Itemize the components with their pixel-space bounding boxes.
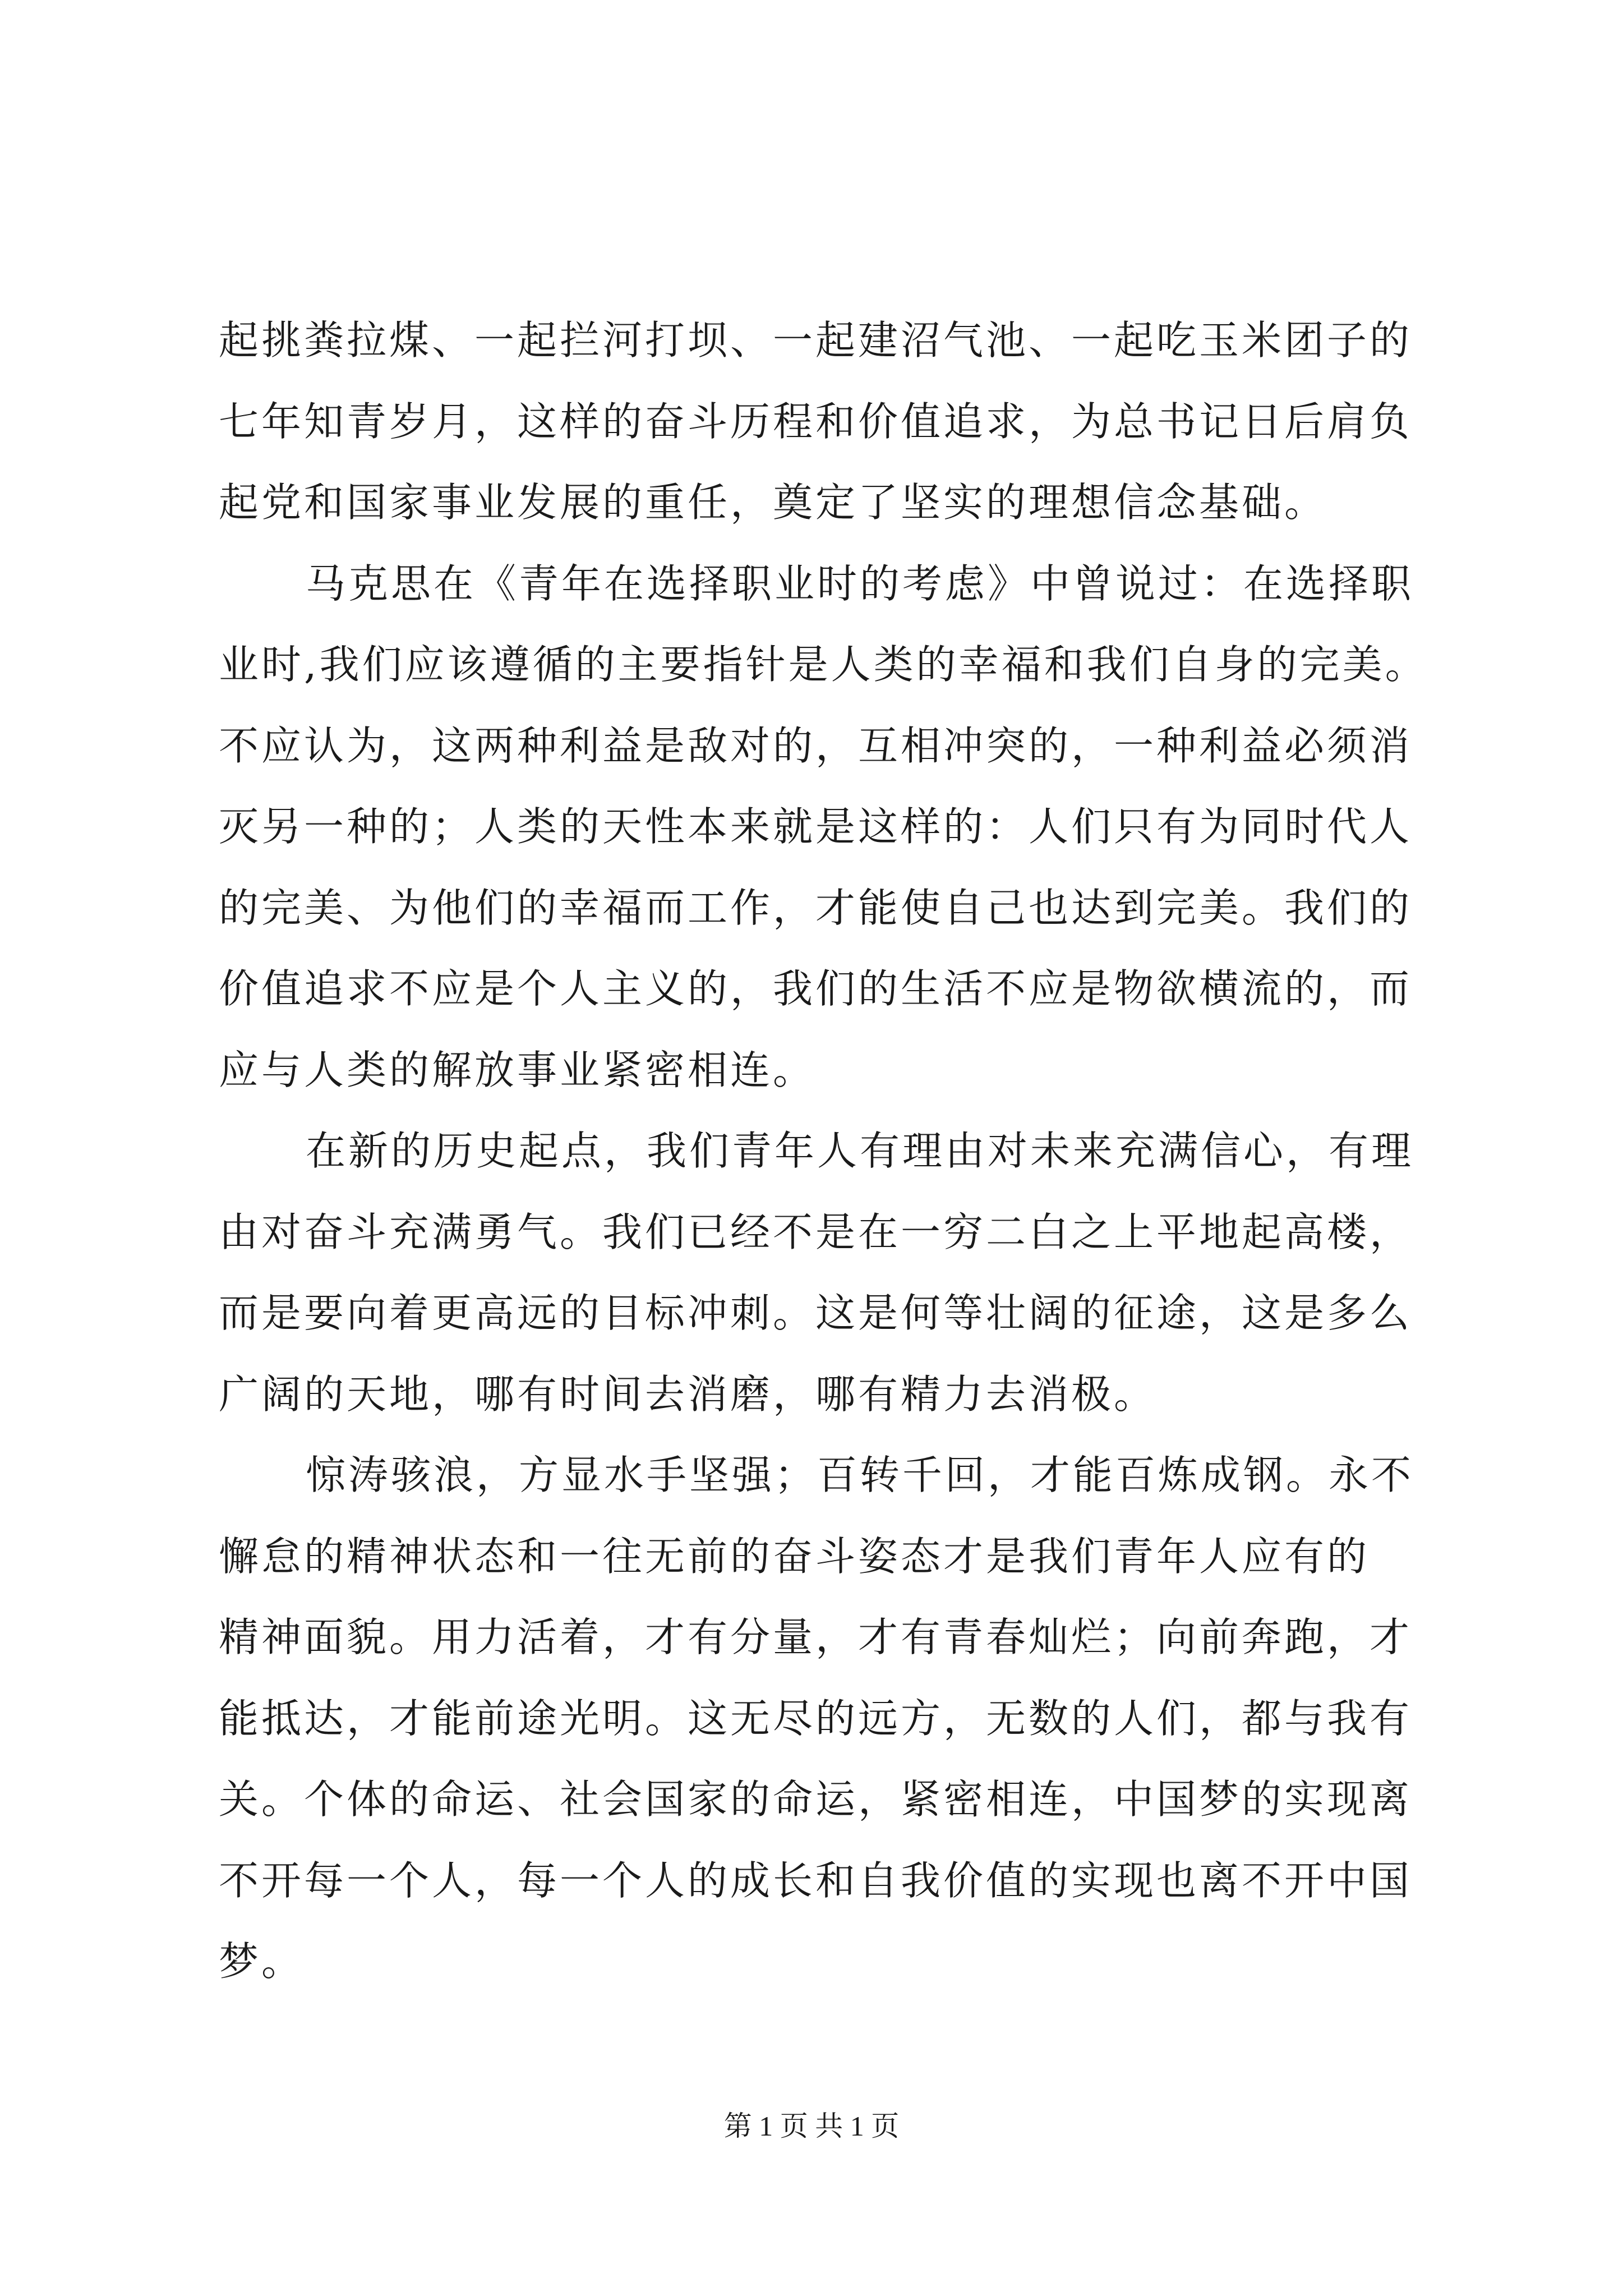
- body-text: [219, 300, 1441, 2003]
- text-line: 懈怠的精神状态和一往无前的奋斗姿态才是我们青年人应有的: [219, 1533, 1370, 1580]
- text-line: 价值追求不应是个人主义的，我们的生活不应是物欲横流的，而: [219, 965, 1413, 1012]
- text-line: 梦。: [219, 1938, 305, 1985]
- text-line: 关。个体的命运、社会国家的命运，紧密相连，中国梦的实现离: [219, 1776, 1413, 1823]
- text-line: 应与人类的解放事业紧密相连。: [219, 1046, 816, 1093]
- text-line: 能抵达，才能前途光明。这无尽的远方，无数的人们，都与我有: [219, 1695, 1413, 1742]
- page-number-footer: 第 1 页 共 1 页: [723, 2110, 900, 2142]
- paragraph-first-line: 惊涛骇浪，方显水手坚强；百转千回，才能百炼成钢。永不: [306, 1452, 1414, 1498]
- text-line: 起挑粪拉煤、一起拦河打坝、一起建沼气池、一起吃玉米团子的: [219, 317, 1413, 364]
- text-line: 灭另一种的；人类的天性本来就是这样的：人们只有为同时代人: [219, 803, 1413, 850]
- text-line: 七年知青岁月，这样的奋斗历程和价值追求，为总书记日后肩负: [219, 398, 1413, 445]
- text-line: 而是要向着更高远的目标冲刺。这是何等壮阔的征途，这是多么: [219, 1290, 1413, 1336]
- text-line: 业时,我们应该遵循的主要指针是人类的幸福和我们自身的完美。: [219, 641, 1428, 688]
- text-line: 广阔的天地，哪有时间去消磨，哪有精力去消极。: [219, 1370, 1157, 1418]
- text-line: 由对奋斗充满勇气。我们已经不是在一穷二白之上平地起高楼，: [219, 1208, 1413, 1255]
- text-line: 不应认为，这两种利益是敌对的，互相冲突的，一种利益必须消: [219, 722, 1413, 769]
- text-line: 精神面貌。用力活着，才有分量，才有青春灿烂；向前奔跑，才: [219, 1614, 1413, 1660]
- paragraph-first-line: 在新的历史起点，我们青年人有理由对未来充满信心，有理: [306, 1128, 1414, 1174]
- text-line: 的完美、为他们的幸福而工作，才能使自己也达到完美。我们的: [219, 884, 1413, 931]
- text-line: 起党和国家事业发展的重任，奠定了坚实的理想信念基础。: [219, 479, 1327, 526]
- paragraph-first-line: 马克思在《青年在选择职业时的考虑》中曾说过：在选择职: [306, 560, 1414, 607]
- text-line: 不开每一个人，每一个人的成长和自我价值的实现也离不开中国: [219, 1857, 1413, 1904]
